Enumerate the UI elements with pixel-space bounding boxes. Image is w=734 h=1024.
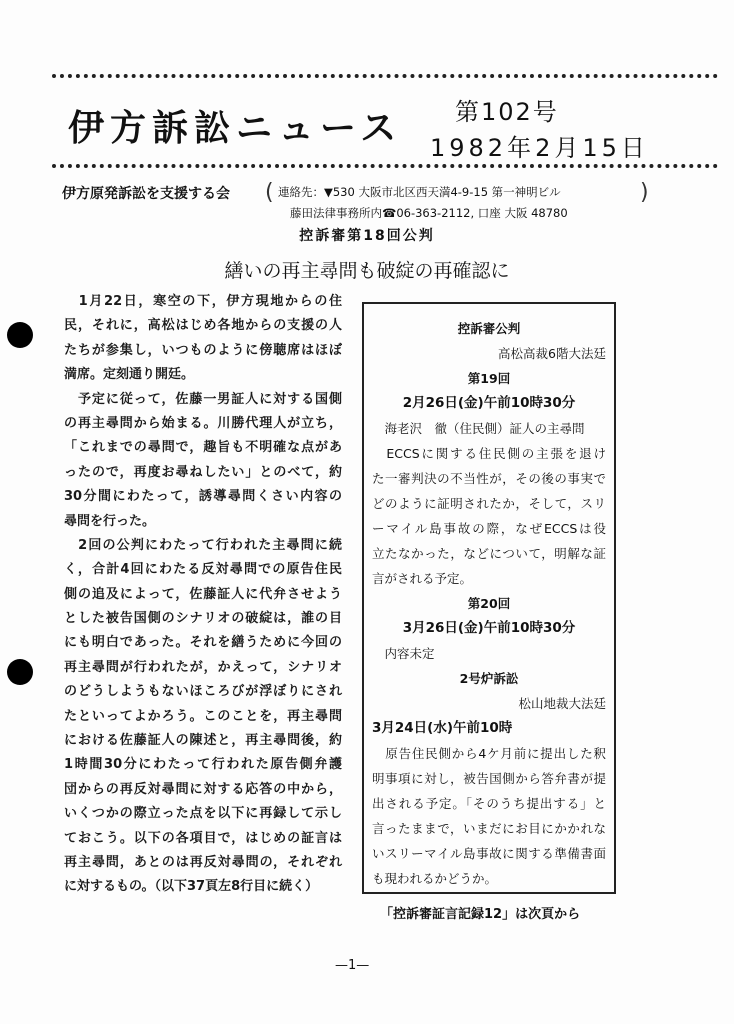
body-line: 満席。定刻通り開廷。 (64, 367, 195, 383)
body-line: 再主尋問が行われたが，かえって，シナリオ (64, 659, 342, 675)
body-line: ておこう。以下の各項目で，はじめの証言は (64, 830, 342, 846)
newsletter-title: 伊方訴訟ニュース (68, 108, 403, 149)
body-line: たといってよかろう。このことを，再主尋問 (64, 708, 342, 724)
body-line: のどうしようもないほころびが浮ぼりにされ (64, 684, 342, 700)
schedule-line: 控訴審公判 (457, 321, 521, 336)
schedule-line: た一審判決の不当性が，その後の事実で (372, 471, 606, 486)
punch-hole (7, 322, 33, 348)
schedule-line: 原告住民側から4ケ月前に提出した釈 (372, 746, 606, 761)
body-line: たちが参集し，いつものように傍聴席はほぼ (64, 342, 342, 358)
paren-close: ) (640, 180, 649, 205)
schedule-line: 松山地裁大法廷 (518, 696, 606, 711)
issue-date: 1982年2月15日 (430, 134, 649, 162)
schedule-content (372, 316, 606, 891)
body-line: 再主尋問，あとのは再反対尋問の，それぞれ (64, 854, 342, 870)
body-line: 側の追及によって，佐藤証人に代弁させよう (64, 586, 342, 602)
schedule-line: 第19回 (467, 371, 511, 386)
continuation-note: 「控訴審証言記録12」は次頁から (380, 907, 581, 922)
contact-line: 藤田法律事務所内☎06-363-2112, 口座 大阪 48780 (290, 206, 568, 220)
schedule-line: 立たなかった，などについて，明解な証 (372, 546, 606, 561)
contact-info (278, 182, 568, 224)
schedule-line: 出される予定。「そのうち提出する」と (372, 796, 606, 811)
article-subtitle: 控訴審第18回公判 (299, 228, 435, 244)
body-line: 尋問を行った。 (64, 513, 156, 529)
paren-open: ( (265, 180, 274, 205)
body-line: ったので，再度お尋ねしたい」とのべて，約 (64, 464, 342, 480)
schedule-line: いスリーマイル島事故に関する準備書面 (372, 846, 606, 861)
body-line: 団からの再反対尋問に対する応答の中から， (64, 781, 342, 797)
body-line: 「これまでの尋問で，趣旨も不明確な点があ (64, 440, 342, 456)
dotted-rule (52, 74, 718, 78)
body-line: に対するもの。（以下37頁左8行目に続く） (64, 879, 319, 895)
body-line: 予定に従って，佐藤一男証人に対する国側 (64, 391, 342, 407)
schedule-line: 言がされる予定。 (372, 571, 473, 586)
schedule-line: 海老沢 徹（住民側）証人の主尋問 (372, 421, 585, 436)
page-number: —1— (335, 958, 370, 973)
schedule-line: 内容未定 (372, 646, 435, 661)
body-line: の再主尋問から始まる。川勝代理人が立ち， (64, 415, 342, 431)
schedule-line: ECCSに関する住民側の主張を退け (372, 446, 606, 461)
article-headline: 繕いの再主尋問も破綻の再確認に (224, 260, 510, 282)
contact-line: 連絡先：▼530 大阪市北区西天満4-9-15 第一神明ビル (278, 185, 561, 199)
schedule-line: 言ったままで，いまだにお目にかかれな (372, 821, 606, 836)
schedule-line: どのように証明されたか，そして，スリ (372, 496, 606, 511)
schedule-line: も現われるかどうか。 (372, 871, 498, 886)
schedule-line: 2号炉訴訟 (459, 671, 519, 686)
body-line: にも明白であった。それを繕うために今回の (64, 635, 342, 651)
schedule-line: 明事項に対し，被告国側から答弁書が提 (372, 771, 606, 786)
schedule-box (362, 302, 616, 894)
schedule-line: 高松高裁6階大法廷 (498, 346, 606, 361)
body-line: 1時間30分にわたって行われた原告側弁護 (64, 757, 342, 773)
article-body (64, 290, 342, 900)
schedule-line: 2月26日(金)午前10時30分 (402, 395, 576, 411)
body-line: における佐藤証人の陳述と，再主尋問後，約 (64, 733, 342, 749)
schedule-line: 第20回 (467, 596, 511, 611)
dotted-rule (52, 164, 718, 168)
publisher-org: 伊方原発訴訟を支援する会 (62, 186, 230, 202)
body-line: とした被告国側のシナリオの破綻は，誰の目 (64, 611, 342, 627)
schedule-line: 3月24日(水)午前10時 (372, 720, 513, 736)
schedule-line: ーマイル島事故の際，なぜECCSは役 (372, 521, 606, 536)
body-line: 2回の公判にわたって行われた主尋問に続 (64, 537, 342, 553)
body-line: く，合計4回にわたる反対尋問での原告住民 (64, 562, 342, 578)
punch-hole (7, 659, 33, 685)
body-line: 30分間にわたって，誘導尋問くさい内容の (64, 489, 342, 505)
issue-number: 第102号 (455, 98, 559, 126)
body-line: 1月22日，寒空の下，伊方現地からの住 (64, 294, 342, 309)
schedule-line: 3月26日(金)午前10時30分 (402, 620, 576, 636)
body-line: いくつかの際立った点を以下に再録して示し (64, 806, 342, 822)
body-line: 民，それに，高松はじめ各地からの支援の人 (64, 318, 342, 334)
